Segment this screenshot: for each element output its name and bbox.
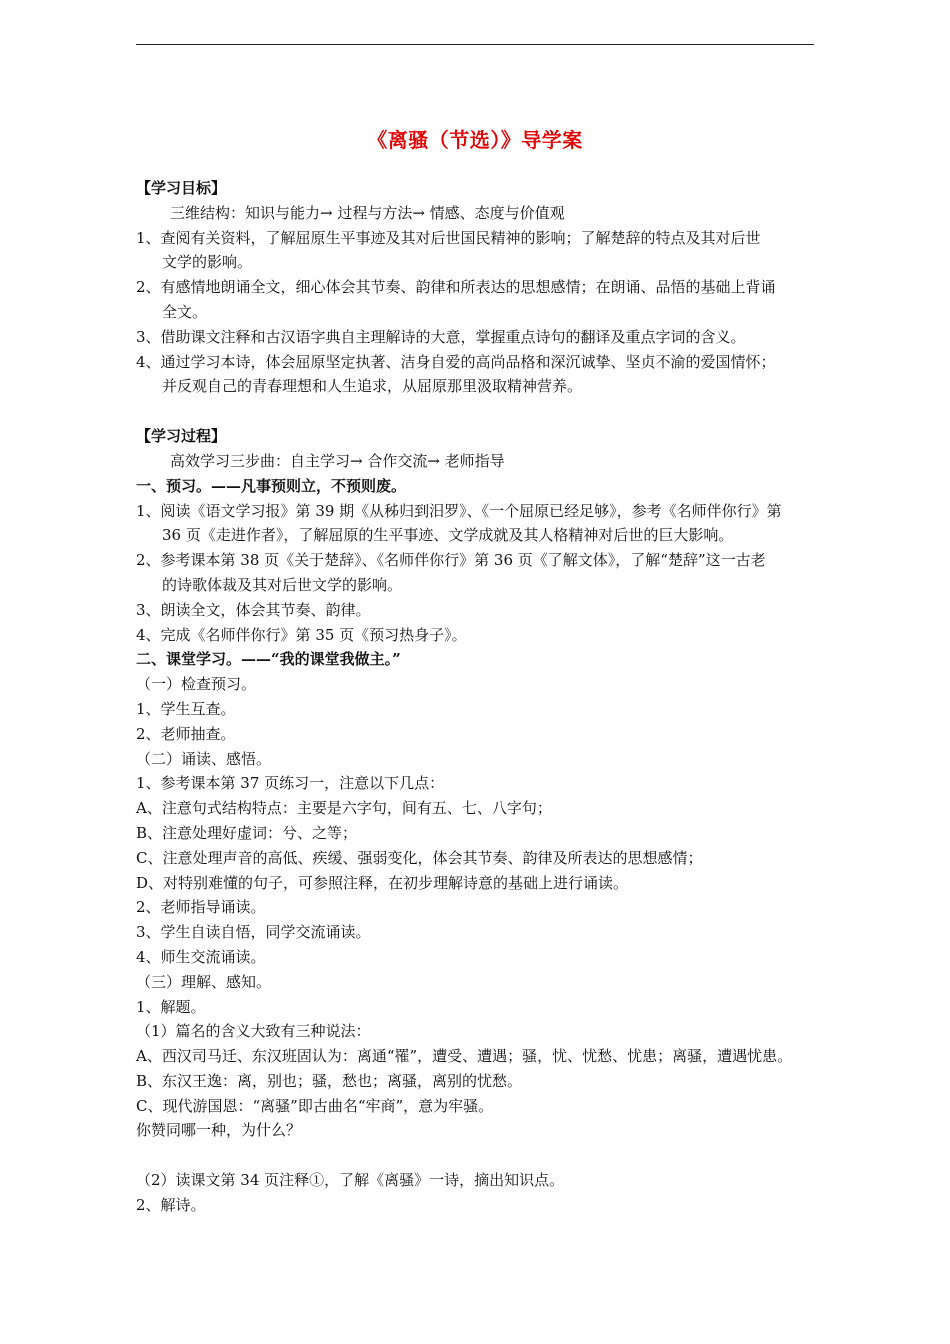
s1-item-2-line-1: 2、参考课本第 38 页《关于楚辞》、《名师伴你行》第 36 页《了解文体》，了解“楚辞”这一古老 xyxy=(136,551,766,570)
goals-intro: 三维结构：知识与能力→ 过程与方法→ 情感、态度与价值观 xyxy=(170,203,565,222)
s1-item-2-line-2: 的诗歌体裁及其对后世文学的影响。 xyxy=(162,575,403,594)
goal-item-1-line-2: 文学的影响。 xyxy=(162,253,253,272)
process-intro: 高效学习三步曲：自主学习→ 合作交流→ 老师指导 xyxy=(170,451,505,470)
spacer xyxy=(136,1143,816,1168)
document-body xyxy=(136,176,816,1218)
document-title: 《离骚（节选）》导学案 xyxy=(367,128,583,152)
header-rule xyxy=(136,44,814,45)
s2-part-3-item-1: 1、解题。 xyxy=(136,997,206,1016)
goal-item-2-line-2: 全文。 xyxy=(162,302,208,321)
s2-part-2-item-3: 3、学生自读自悟，同学交流诵读。 xyxy=(136,923,371,942)
s2-part-3-point-a: A、西汉司马迁、东汉班固认为：离通“罹”，遭受、遭遇；骚，忧、忧愁、忧患；离骚，遭遇忧患。 xyxy=(136,1047,793,1066)
s2-part-2-point-d: D、对特别难懂的句子，可参照注释，在初步理解诗意的基础上进行诵读。 xyxy=(136,873,629,892)
s2-part-2-item-1: 1、参考课本第 37 页练习一，注意以下几点： xyxy=(136,774,445,793)
s2-part-2-item-4: 4、师生交流诵读。 xyxy=(136,947,266,966)
s2-part-1-item-2: 2、老师抽查。 xyxy=(136,724,236,743)
s2-part-3-question-1: （1）篇名的含义大致有三种说法： xyxy=(136,1022,371,1041)
s2-part-1: （一）检查预习。 xyxy=(136,675,257,694)
spacer xyxy=(136,399,816,424)
s2-part-1-item-1: 1、学生互查。 xyxy=(136,699,236,718)
s2-part-2-point-c: C、注意处理声音的高低、疾缓、强弱变化，体会其节奏、韵律及所表达的思想感情； xyxy=(136,848,703,867)
goal-item-4-line-2: 并反观自己的青春理想和人生追求，从屈原那里汲取精神营养。 xyxy=(162,377,583,396)
s2-part-2-item-2: 2、老师指导诵读。 xyxy=(136,898,266,917)
s2-part-3-point-b: B、东汉王逸：离，别也；骚，愁也；离骚，离别的忧愁。 xyxy=(136,1071,523,1090)
s1-item-3: 3、朗读全文，体会其节奏、韵律。 xyxy=(136,600,371,619)
goal-item-1-line-1: 1、查阅有关资料，了解屈原生平事迹及其对后世国民精神的影响；了解楚辞的特点及其对后世 xyxy=(136,228,761,247)
s2-part-2-point-a: A、注意句式结构特点：主要是六字句，间有五、七、八字句； xyxy=(136,799,552,818)
s2-part-3-question-2: （2）读课文第 34 页注释①，了解《离骚》一诗，摘出知识点。 xyxy=(136,1171,565,1190)
s1-item-4: 4、完成《名师伴你行》第 35 页《预习热身子》。 xyxy=(136,625,467,644)
s1-item-1-line-1: 1、阅读《语文学习报》第 39 期《从秭归到汨罗》、《一个屈原已经足够》，参考《名师伴你行》第 xyxy=(136,501,782,520)
s1-item-1-line-2: 36 页《走进作者》，了解屈原的生平事迹、文学成就及其人格精神对后世的巨大影响。 xyxy=(162,526,734,545)
section-1-title: 一、预习。——凡事预则立，不预则废。 xyxy=(136,476,407,495)
s2-part-2-point-b: B、注意处理好虚词：兮、之等； xyxy=(136,823,358,842)
s2-part-3-item-2: 2、解诗。 xyxy=(136,1196,206,1215)
s2-part-2: （二）诵读、感悟。 xyxy=(136,749,272,768)
s2-part-3-point-c: C、现代游国恩：“离骚”即古曲名“牢商”，意为牢骚。 xyxy=(136,1096,494,1115)
goals-heading: 【学习目标】 xyxy=(136,179,227,197)
process-heading: 【学习过程】 xyxy=(136,427,227,446)
section-2-title: 二、课堂学习。——“我的课堂我做主。” xyxy=(136,650,401,669)
goal-item-3: 3、借助课文注释和古汉语字典自主理解诗的大意，掌握重点诗句的翻译及重点字词的含义。 xyxy=(136,327,746,346)
goal-item-4-line-1: 4、通过学习本诗，体会屈原坚定执著、洁身自爱的高尚品格和深沉诚挚、坚贞不渝的爱国情怀； xyxy=(136,352,776,371)
s2-part-3: （三）理解、感知。 xyxy=(136,972,272,991)
s2-part-3-ask: 你赞同哪一种，为什么？ xyxy=(136,1121,302,1140)
goal-item-2-line-1: 2、有感情地朗诵全文，细心体会其节奏、韵律和所表达的思想感情；在朗诵、品悟的基础上背诵 xyxy=(136,278,776,297)
